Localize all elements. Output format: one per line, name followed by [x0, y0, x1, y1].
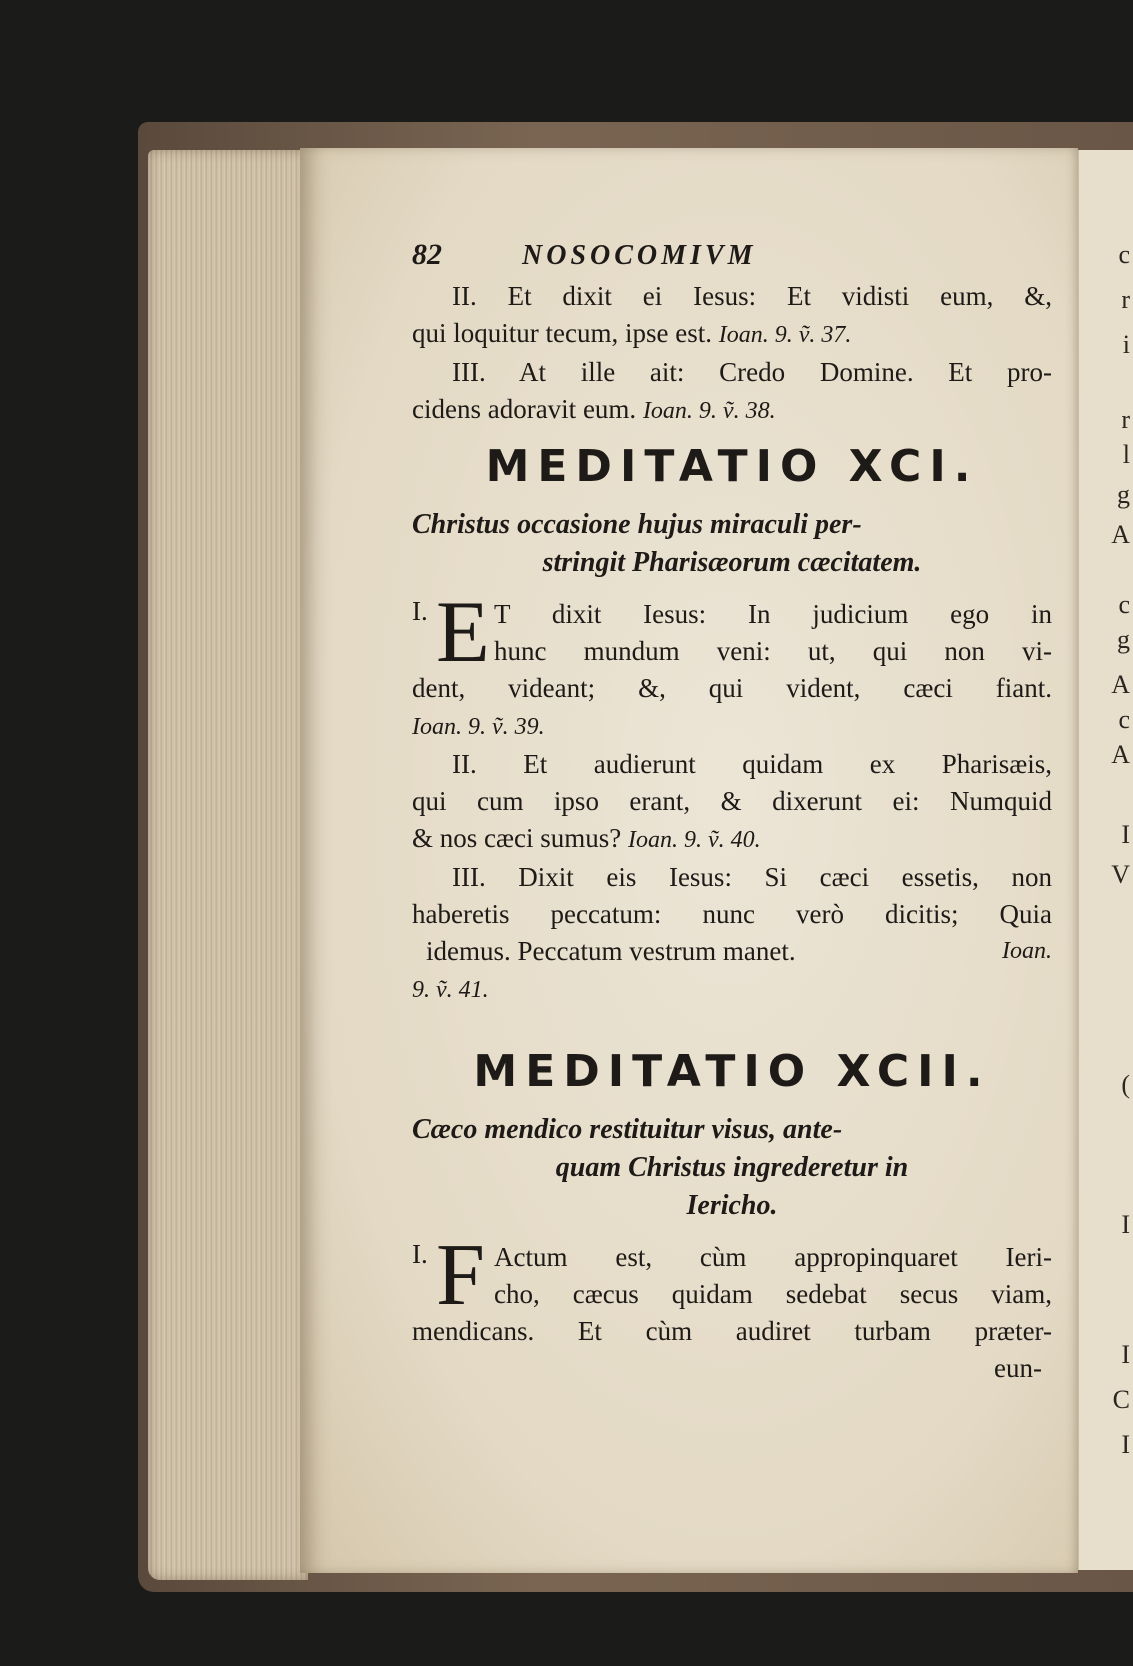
text-line: III. At ille ait: Credo Domine. Et pro-: [452, 357, 1052, 387]
text-span: & nos cæci sumus?: [412, 823, 622, 853]
facing-letter: c: [1118, 240, 1130, 269]
facing-letter: r: [1121, 405, 1130, 434]
text-line: [412, 707, 1052, 746]
facing-letter: r: [1121, 285, 1130, 314]
facing-letter: V: [1111, 860, 1130, 889]
text-line: T dixit Iesus: In judicium ego in: [494, 599, 1052, 629]
text-line: Actum est, cùm appropinquaret Ieri-: [494, 1242, 1052, 1272]
facing-letter: (: [1121, 1070, 1130, 1099]
facing-letter: c: [1118, 705, 1130, 734]
text-line: [412, 391, 1052, 430]
meditation-heading: MEDITATIO XCI.: [485, 441, 979, 492]
facing-letter: C: [1112, 1385, 1130, 1414]
meditation-subtitle: quam Christus ingrederetur in: [555, 1152, 909, 1183]
facing-letter: I: [1121, 1430, 1130, 1459]
running-head: [412, 238, 1052, 278]
text-line: mendicans. Et cùm audiret turbam præter-: [412, 1316, 1052, 1346]
text-line: qui cum ipso erant, & dixerunt ei: Numquid: [412, 786, 1052, 816]
text-span: idemus. Peccatum vestrum manet.: [426, 936, 796, 966]
text-line: II. Et dixit ei Iesus: Et vidisti eum, &,: [452, 281, 1052, 311]
page-text: [412, 238, 1052, 1387]
drop-cap: E: [436, 584, 490, 681]
text-span: cidens adoravit eum.: [412, 394, 637, 424]
bible-reference: Ioan. 9. ṽ. 38.: [642, 398, 776, 424]
facing-letter: A: [1111, 670, 1130, 699]
meditation-subtitle: Cæco mendico restituitur visus, ante-: [412, 1114, 843, 1145]
text-line: haberetis peccatum: nunc verò dicitis; Quia: [412, 899, 1052, 929]
facing-letter: I: [1121, 820, 1130, 849]
paragraph-with-initial: [412, 584, 1052, 681]
facing-letter: g: [1117, 625, 1130, 654]
text-line: [412, 933, 1052, 970]
facing-letter: I: [1121, 1340, 1130, 1369]
paragraph-numeral: I.: [412, 596, 428, 626]
running-title: NOSOCOMIVM: [522, 240, 757, 271]
text-line: [412, 970, 1052, 1009]
meditation-heading: MEDITATIO XCII.: [473, 1046, 991, 1097]
bible-reference: Ioan.: [1002, 938, 1052, 964]
text-span: qui loquitur tecum, ipse est.: [412, 318, 712, 348]
meditation-subtitle: stringit Pharisæorum cæcitatem.: [542, 547, 922, 578]
bible-reference: Ioan. 9. ṽ. 37.: [718, 322, 852, 348]
text-line: cho, cæcus quidam sedebat secus viam,: [494, 1279, 1052, 1309]
meditation-subtitle: Christus occasione hujus miraculi per-: [412, 509, 862, 540]
page-edges-left: [148, 150, 308, 1580]
catchword: eun-: [994, 1353, 1042, 1383]
meditation-subtitle: Iericho.: [686, 1190, 778, 1221]
facing-letter: i: [1122, 330, 1130, 359]
facing-letter: c: [1118, 590, 1130, 619]
text-line: II. Et audierunt quidam ex Pharisæis,: [452, 749, 1052, 779]
facing-letter: I: [1121, 1210, 1130, 1239]
page-number: 82: [412, 238, 442, 271]
facing-letter: g: [1117, 480, 1130, 509]
paragraph-numeral: I.: [412, 1239, 428, 1269]
facing-letter: l: [1122, 440, 1130, 469]
text-line: hunc mundum veni: ut, qui non vi-: [494, 636, 1052, 666]
text-line: III. Dixit eis Iesus: Si cæci essetis, non: [452, 862, 1052, 892]
drop-cap: F: [436, 1227, 485, 1324]
bible-reference: Ioan. 9. ṽ. 39.: [412, 714, 545, 740]
text-line: [412, 820, 1052, 859]
bible-reference: 9. ṽ. 41.: [412, 977, 489, 1003]
facing-letter: A: [1111, 520, 1130, 549]
facing-page-fragment: [1078, 150, 1133, 1570]
facing-letter: A: [1111, 740, 1130, 769]
text-line: dent, videant; &, qui vident, cæci fiant.: [412, 673, 1052, 703]
paragraph-with-initial: [412, 1227, 1052, 1324]
bible-reference: Ioan. 9. ṽ. 40.: [628, 827, 761, 853]
text-line: [412, 315, 1052, 354]
